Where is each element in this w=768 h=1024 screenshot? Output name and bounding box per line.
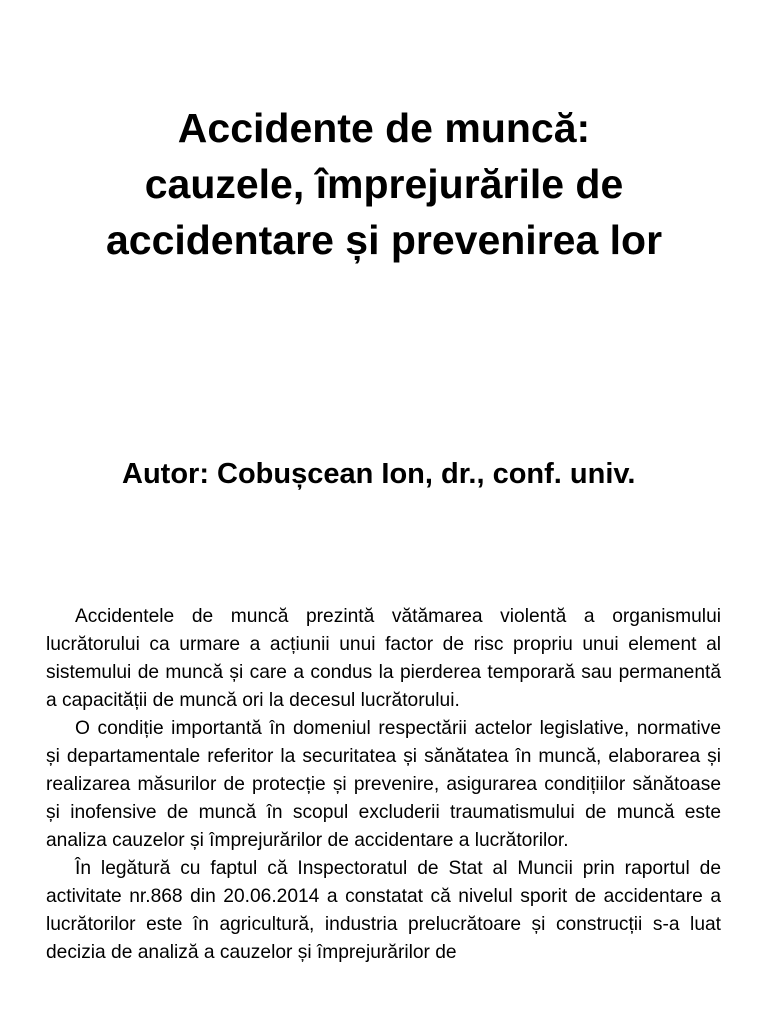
paragraph-1: Accidentele de muncă prezintă vătămarea violentă a organismului lucrătorului ca urmare a acțiunii unui factor de risc propriu unui element al sistemului de muncă și care a condus la pierderea temporară sau permanentă a capacității de muncă ori la decesul lucrătorului.: [46, 606, 721, 711]
title-line-3: accidentare și prevenirea lor: [105, 217, 663, 263]
author-line: Autor: Cobușcean Ion, dr., conf. univ.: [122, 458, 636, 490]
document-title: [40, 100, 728, 268]
paragraph-2: O condiție importantă în domeniul respectării actelor legislative, normative și departamentale referitor la securitatea și sănătatea în muncă, elaborarea și realizarea măsurilor de protecție și prevenire, asigurarea condițiilor sănătoase și inofensive de muncă în scopul excluderii traumatismului de muncă este analiza cauzelor și împrejurărilor de accidentare a lucrătorilor.: [46, 718, 721, 851]
title-line-2: cauzele, împrejurările de: [144, 161, 624, 207]
document-body: [46, 603, 721, 967]
paragraph-3: În legătură cu faptul că Inspectoratul de Stat al Muncii prin raportul de activitate nr.868 din 20.06.2014 a constatat că nivelul sporit de accidentare a lucrătorilor este în agricultură, industria prelucrătoare și construcții s-a luat decizia de analiză a cauzelor și împrejurărilor de: [46, 858, 721, 963]
title-line-1: Accidente de muncă:: [177, 105, 591, 151]
